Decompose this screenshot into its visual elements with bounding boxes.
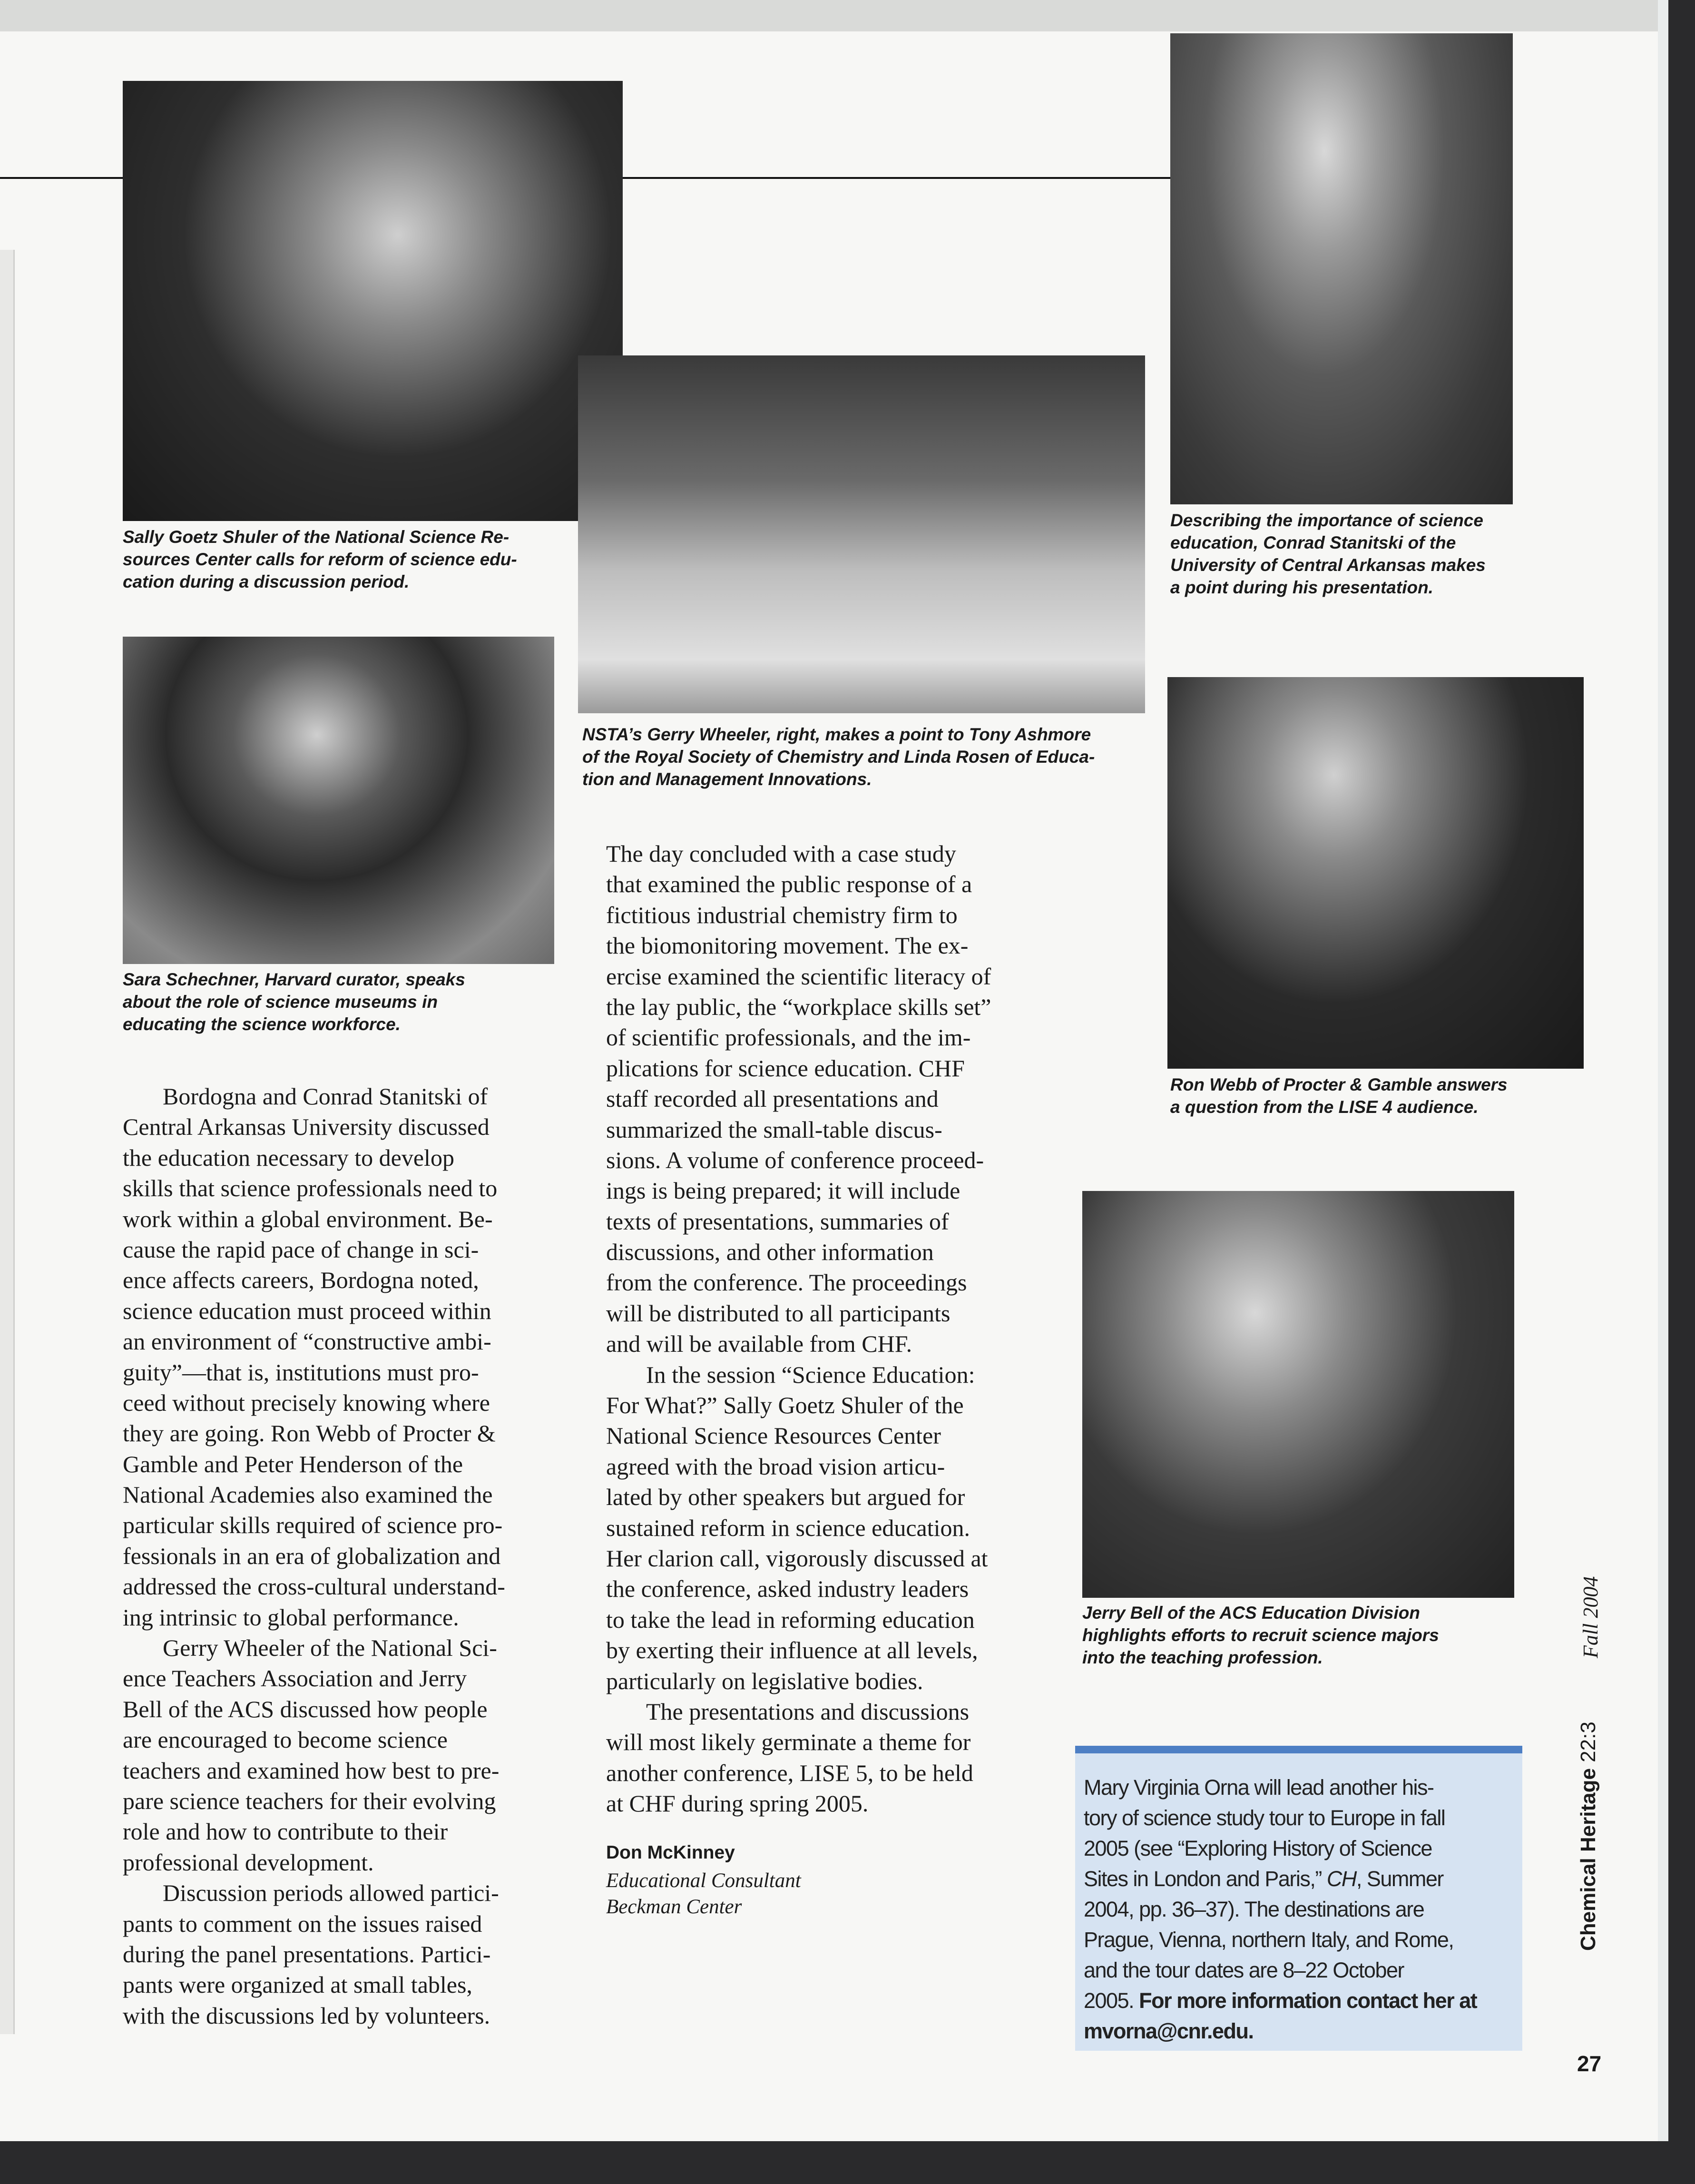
caption-line: Sally Goetz Shuler of the National Science Re- bbox=[123, 527, 509, 547]
sidebar-line bbox=[1084, 1986, 1522, 2016]
body-text-line: will be distributed to all participants bbox=[606, 1299, 950, 1327]
author-title: Educational Consultant bbox=[606, 1869, 801, 1892]
ch-abbreviation: CH bbox=[1326, 1867, 1356, 1891]
body-text-line: the education necessary to develop bbox=[123, 1144, 454, 1171]
caption-ron-webb bbox=[1170, 1073, 1508, 1118]
caption-line: sources Center calls for reform of science edu- bbox=[123, 550, 517, 569]
body-text-line: ings is being prepared; it will include bbox=[606, 1177, 960, 1204]
body-text-line: For What?” Sally Goetz Shuler of the bbox=[606, 1392, 964, 1419]
scan-top-edge bbox=[0, 0, 1660, 31]
body-text-line: The day concluded with a case study bbox=[606, 840, 956, 867]
sidebar-text: 2005. bbox=[1084, 1988, 1134, 2013]
sidebar-line: Mary Virginia Orna will lead another his- bbox=[1084, 1775, 1434, 1800]
caption-line: cation during a discussion period. bbox=[123, 572, 410, 591]
body-text-line: summarized the small-table discus- bbox=[606, 1116, 942, 1143]
photo-conrad-stanitski bbox=[1170, 33, 1513, 504]
caption-line: into the teaching profession. bbox=[1082, 1648, 1323, 1667]
sidebar-line: tory of science study tour to Europe in fall bbox=[1084, 1806, 1445, 1830]
facing-page-edge bbox=[0, 250, 15, 2034]
caption-line: a question from the LISE 4 audience. bbox=[1170, 1097, 1479, 1117]
body-text-line: pare science teachers for their evolving bbox=[123, 1787, 496, 1814]
article-column-1 bbox=[123, 1081, 505, 2031]
caption-group-discussion bbox=[582, 723, 1095, 790]
body-text-line: texts of presentations, summaries of bbox=[606, 1208, 949, 1235]
body-text-line: skills that science professionals need to bbox=[123, 1175, 498, 1202]
caption-line: of the Royal Society of Chemistry and Linda Rosen of Educa- bbox=[582, 747, 1095, 767]
body-text-line: particular skills required of science pro- bbox=[123, 1512, 503, 1539]
body-text-line: from the conference. The proceedings bbox=[606, 1269, 967, 1296]
body-text-line: Gerry Wheeler of the National Sci- bbox=[163, 1634, 497, 1662]
body-text-line: the conference, asked industry leaders bbox=[606, 1575, 969, 1603]
caption-line: Jerry Bell of the ACS Education Division bbox=[1082, 1603, 1420, 1623]
body-text-line: teachers and examined how best to pre- bbox=[123, 1757, 500, 1784]
caption-line: education, Conrad Stanitski of the bbox=[1170, 533, 1456, 552]
caption-line: highlights efforts to recruit science majors bbox=[1082, 1625, 1439, 1645]
body-text-line: Discussion periods allowed partici- bbox=[163, 1879, 499, 1907]
body-text-line: In the session “Science Education: bbox=[646, 1361, 975, 1388]
body-text-line: by exerting their influence at all levels, bbox=[606, 1637, 978, 1664]
body-text-line: discussions, and other information bbox=[606, 1239, 934, 1266]
body-text-line: professional development. bbox=[123, 1849, 374, 1876]
body-text-line: ceed without precisely knowing where bbox=[123, 1389, 490, 1416]
body-text-line: plications for science education. CHF bbox=[606, 1054, 965, 1082]
rule-line bbox=[623, 177, 1170, 179]
photo-ron-webb bbox=[1167, 677, 1584, 1069]
body-text-line: National Science Resources Center bbox=[606, 1422, 941, 1449]
magazine-name: Chemical Heritage bbox=[1577, 1768, 1600, 1951]
body-text-line: work within a global environment. Be- bbox=[123, 1205, 493, 1232]
caption-conrad-stanitski bbox=[1170, 509, 1486, 599]
caption-line: Ron Webb of Procter & Gamble answers bbox=[1170, 1075, 1508, 1094]
body-text-line: Her clarion call, vigorously discussed at bbox=[606, 1545, 988, 1572]
body-text-line: another conference, LISE 5, to be held bbox=[606, 1759, 973, 1786]
sidebar-line bbox=[1084, 2016, 1522, 2046]
body-text-line: the biomonitoring movement. The ex- bbox=[606, 932, 969, 959]
body-text-line: lated by other speakers but argued for bbox=[606, 1484, 965, 1511]
body-text-line: Bordogna and Conrad Stanitski of bbox=[163, 1083, 488, 1110]
body-text-line: National Academies also examined the bbox=[123, 1481, 493, 1508]
sidebar-text: , Summer bbox=[1356, 1867, 1443, 1891]
body-text-line: that examined the public response of a bbox=[606, 871, 972, 898]
body-text-line: ence Teachers Association and Jerry bbox=[123, 1665, 467, 1692]
body-text-line: during the panel presentations. Partici- bbox=[123, 1940, 491, 1968]
contact-text: For more information contact her at bbox=[1139, 1988, 1477, 2013]
body-text-line: agreed with the broad vision articu- bbox=[606, 1453, 945, 1480]
page-edge bbox=[1658, 0, 1668, 2141]
body-text-line: cause the rapid pace of change in sci- bbox=[123, 1236, 479, 1263]
body-text-line: addressed the cross-cultural understand- bbox=[123, 1573, 505, 1600]
contact-email-link[interactable]: mvorna@cnr.edu. bbox=[1084, 2019, 1254, 2043]
body-text-line: staff recorded all presentations and bbox=[606, 1085, 939, 1112]
body-text-line: fictitious industrial chemistry firm to bbox=[606, 901, 958, 928]
body-text-line: to take the lead in reforming education bbox=[606, 1606, 975, 1633]
body-text-line: sustained reform in science education. bbox=[606, 1514, 970, 1541]
photo-sara-schechner bbox=[123, 637, 554, 964]
body-text-line: guity”—that is, institutions must pro- bbox=[123, 1358, 479, 1386]
body-text-line: of scientific professionals, and the im- bbox=[606, 1024, 971, 1051]
caption-line: University of Central Arkansas makes bbox=[1170, 555, 1486, 575]
body-text-line: science education must proceed within bbox=[123, 1297, 491, 1324]
caption-jerry-bell bbox=[1082, 1602, 1439, 1669]
body-text-line: particularly on legislative bodies. bbox=[606, 1667, 923, 1694]
caption-sara-schechner bbox=[123, 968, 465, 1035]
caption-sally-shuler bbox=[123, 526, 517, 593]
sidebar-text: Sites in London and Paris,” bbox=[1084, 1867, 1322, 1891]
page-number: 27 bbox=[1577, 2051, 1602, 2076]
caption-line: educating the science workforce. bbox=[123, 1014, 401, 1034]
body-text-line: Central Arkansas University discussed bbox=[123, 1113, 490, 1141]
caption-line: a point during his presentation. bbox=[1170, 578, 1433, 597]
author-name: Don McKinney bbox=[606, 1842, 735, 1863]
body-text-line: ing intrinsic to global performance. bbox=[123, 1604, 459, 1631]
magazine-title bbox=[1577, 1722, 1600, 1951]
body-text-line: at CHF during spring 2005. bbox=[606, 1790, 869, 1817]
body-text-line: ercise examined the scientific literacy of bbox=[606, 963, 991, 990]
sidebar-line: 2004, pp. 36–37). The destinations are bbox=[1084, 1897, 1424, 1921]
sidebar-line: 2005 (see “Exploring History of Science bbox=[1084, 1836, 1432, 1860]
caption-line: Sara Schechner, Harvard curator, speaks bbox=[123, 970, 465, 989]
body-text-line: the lay public, the “workplace skills set” bbox=[606, 993, 991, 1020]
caption-line: tion and Management Innovations. bbox=[582, 769, 872, 789]
photo-group-discussion bbox=[578, 355, 1145, 713]
sidebar-line bbox=[1084, 1864, 1522, 1894]
caption-line: NSTA’s Gerry Wheeler, right, makes a point to Tony Ashmore bbox=[582, 725, 1091, 744]
photo-sally-shuler bbox=[123, 81, 623, 521]
body-text-line: an environment of “constructive ambi- bbox=[123, 1328, 491, 1355]
body-text-line: pants were organized at small tables, bbox=[123, 1971, 472, 1998]
rule-line bbox=[0, 177, 123, 179]
sidebar-line: and the tour dates are 8–22 October bbox=[1084, 1958, 1404, 1982]
body-text-line: are encouraged to become science bbox=[123, 1726, 448, 1753]
issue-date: Fall 2004 bbox=[1579, 1576, 1602, 1658]
body-text-line: with the discussions led by volunteers. bbox=[123, 2002, 490, 2029]
photo-jerry-bell bbox=[1082, 1191, 1514, 1598]
body-text-line: pants to comment on the issues raised bbox=[123, 1910, 482, 1937]
body-text-line: Gamble and Peter Henderson of the bbox=[123, 1450, 463, 1477]
body-text-line: ence affects careers, Bordogna noted, bbox=[123, 1267, 479, 1294]
body-text-line: sions. A volume of conference proceed- bbox=[606, 1146, 984, 1173]
tour-announcement-box bbox=[1075, 1746, 1522, 2051]
body-text-line: The presentations and discussions bbox=[646, 1698, 970, 1725]
sidebar-line: Prague, Vienna, northern Italy, and Rome, bbox=[1084, 1928, 1454, 1952]
volume-issue: 22:3 bbox=[1577, 1722, 1600, 1762]
article-column-2 bbox=[606, 838, 991, 1819]
caption-line: about the role of science museums in bbox=[123, 992, 438, 1012]
body-text-line: will most likely germinate a theme for bbox=[606, 1729, 971, 1756]
caption-line: Describing the importance of science bbox=[1170, 511, 1483, 530]
body-text-line: and will be available from CHF. bbox=[606, 1330, 912, 1358]
author-organization: Beckman Center bbox=[606, 1896, 742, 1918]
body-text-line: Bell of the ACS discussed how people bbox=[123, 1695, 488, 1722]
body-text-line: they are going. Ron Webb of Procter & bbox=[123, 1420, 496, 1447]
body-text-line: role and how to contribute to their bbox=[123, 1818, 448, 1845]
body-text-line: fessionals in an era of globalization and bbox=[123, 1542, 501, 1569]
